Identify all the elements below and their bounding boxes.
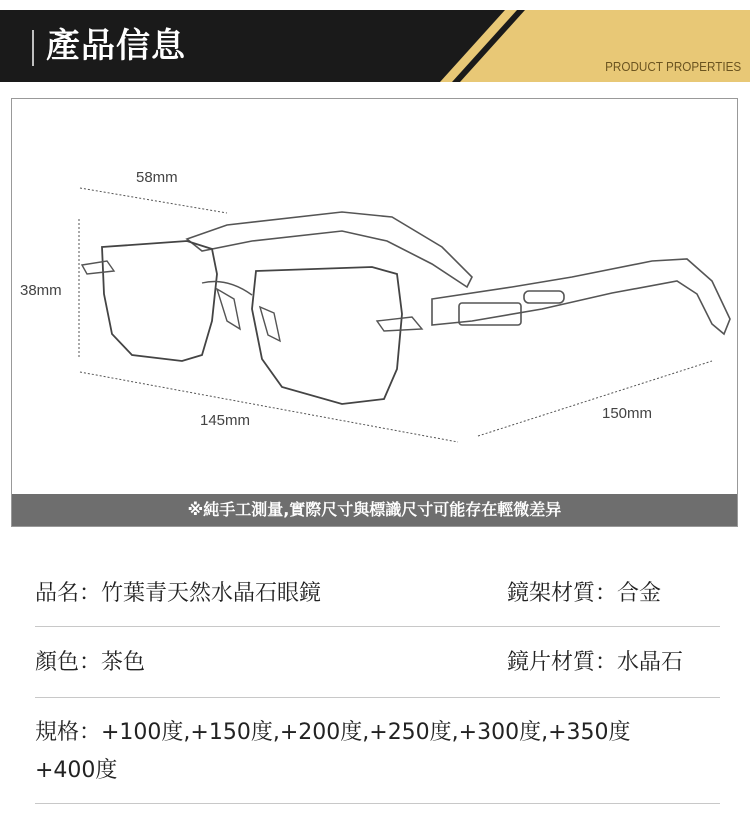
page-subtitle: PRODUCT PROPERTIES xyxy=(604,59,741,74)
frame-material: 鏡架材質：合金 xyxy=(507,581,662,606)
page-title: 產品信息 xyxy=(46,26,186,66)
header-banner xyxy=(0,10,750,82)
product-spec xyxy=(35,714,695,790)
temple-length-label: 150mm xyxy=(602,405,653,422)
divider xyxy=(35,626,720,627)
title-divider xyxy=(32,30,34,66)
frame-width-label: 145mm xyxy=(200,412,251,429)
product-name: 品名：竹葉青天然水晶石眼鏡 xyxy=(35,581,322,606)
spec-line-2: +400度 xyxy=(35,758,118,783)
divider xyxy=(35,697,720,698)
measurement-note: ※純手工測量,實際尺寸與標識尺寸可能存在輕微差异 xyxy=(12,494,737,526)
lens-material: 鏡片材質：水晶石 xyxy=(507,650,684,675)
divider xyxy=(35,803,720,804)
glasses-illustration xyxy=(12,99,739,528)
product-color: 顏色：茶色 xyxy=(35,650,146,675)
lens-height-label: 38mm xyxy=(20,282,62,299)
spec-line-1: 規格：+100度,+150度,+200度,+250度,+300度,+350度 xyxy=(35,720,631,745)
glasses-dimension-diagram xyxy=(11,98,738,527)
lens-width-label: 58mm xyxy=(136,169,178,186)
